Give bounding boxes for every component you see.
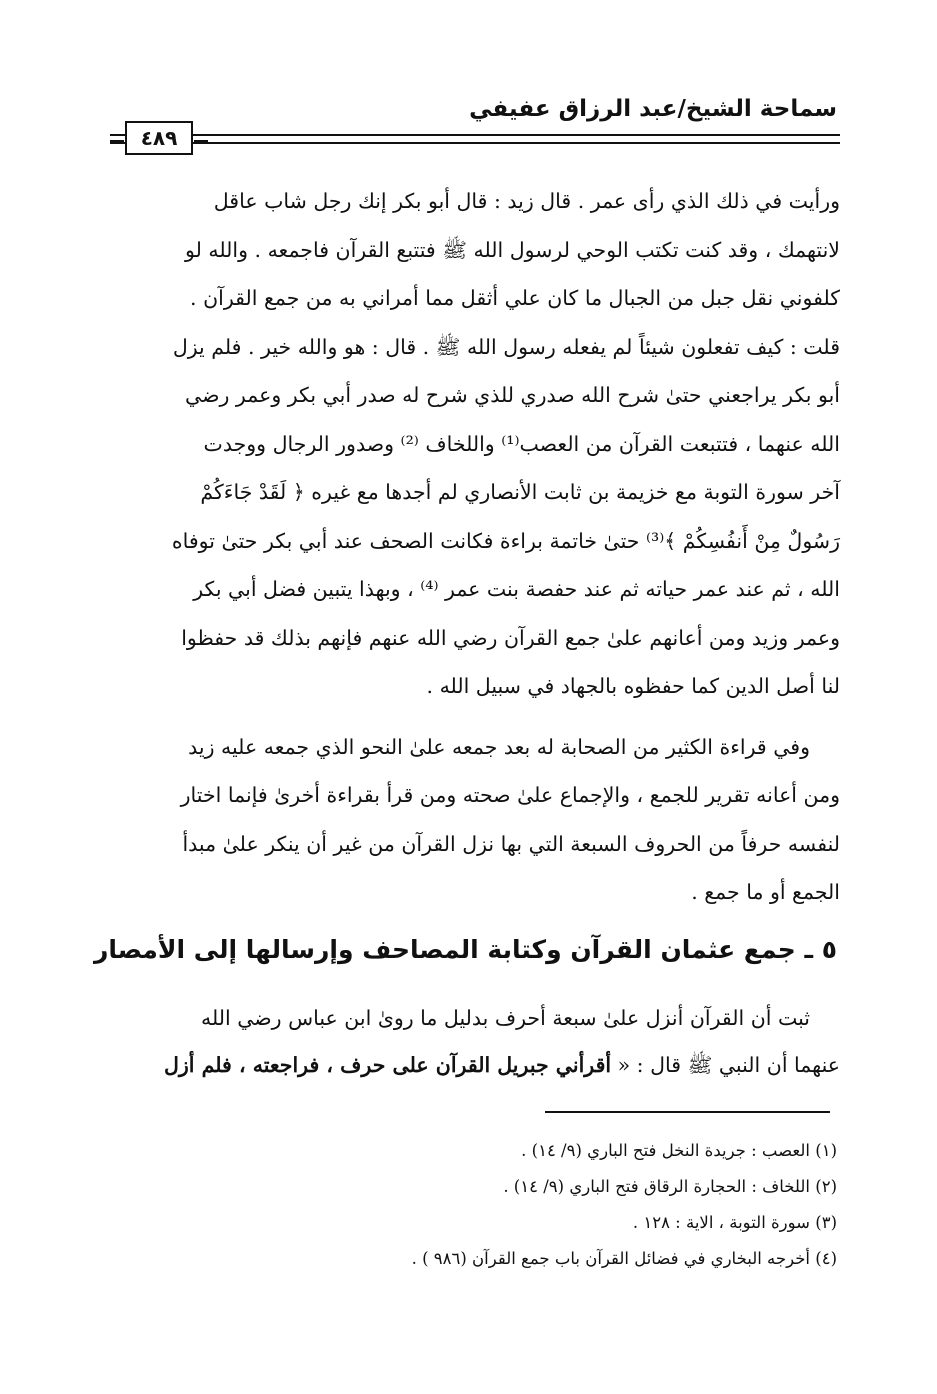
section-body [110, 995, 840, 1089]
footnotes [107, 1133, 837, 1277]
text-line: الله عنهما ، فتتبعت القرآن من العصب⁽¹⁾ واللخاف ⁽²⁾ وصدور الرجال ووجدت [203, 431, 840, 456]
text-line: ومن أعانه تقرير للجمع ، والإجماع علىٰ صحته ومن قرأ بقراءة أخرىٰ فإنما اختار [180, 783, 840, 807]
page-number: ٤٨٩ [125, 121, 193, 155]
paragraph-2 [110, 723, 840, 917]
text-line: قلت : كيف تفعلون شيئاً لم يفعله رسول الله ﷺ . قال : هو والله خير . فلم يزل [172, 334, 840, 359]
text-line: آخر سورة التوبة مع خزيمة بن ثابت الأنصاري لم أجدها مع غيره ﴿ لَقَدْ جَاءَكُمْ [200, 480, 840, 504]
footnote: (٢) اللخاف : الحجارة الرقاق فتح الباري (٩/ ١٤) . [503, 1177, 837, 1196]
footnote: (١) العصب : جريدة النخل فتح الباري (٩/ ١٤) . [521, 1141, 837, 1160]
text-line: الجمع أو ما جمع . [691, 880, 840, 904]
text-run: عنهما أن النبي ﷺ قال : « [611, 1053, 840, 1077]
running-title: سماحة الشيخ/عبد الرزاق عفيفي [469, 96, 837, 122]
text-line: رَسُولٌ مِنْ أَنفُسِكُمْ ﴾⁽³⁾ حتىٰ خاتمة براءة فكانت الصحف عند أبي بكر حتىٰ توفاه [171, 528, 840, 553]
paragraph-1 [110, 177, 840, 711]
text-line: وعمر وزيد ومن أعانهم علىٰ جمع القرآن رضي الله عنهم فإنهم بذلك قد حفظوا [181, 625, 840, 650]
text-line: كلفوني نقل جبل من الجبال ما كان علي أثقل مما أمراني به من جمع القرآن . [190, 286, 840, 310]
footnote-separator [545, 1111, 830, 1113]
text-line: الله ، ثم عند عمر حياته ثم عند حفصة بنت عمر ⁽⁴⁾ ، وبهذا يتبين فضل أبي بكر [193, 577, 840, 601]
footnote: (٣) سورة التوبة ، الاية : ١٢٨ . [632, 1213, 837, 1232]
text-line: أبو بكر يراجعني حتىٰ شرح الله صدري للذي شرح له صدر أبي بكر وعمر رضي [185, 383, 840, 407]
text-line: وفي قراءة الكثير من الصحابة له بعد جمعه علىٰ النحو الذي جمعه عليه زيد [188, 734, 810, 759]
section-heading: ٥ ـ جمع عثمان القرآن وكتابة المصاحف وإرسالها إلى الأمصار [94, 935, 837, 964]
text-line: لنا أصل الدين كما حفظوه بالجهاد في سبيل الله . [426, 674, 840, 698]
main-text [110, 177, 840, 917]
text-line: ثبت أن القرآن أنزل علىٰ سبعة أحرف بدليل ما روىٰ ابن عباس رضي الله [200, 1006, 810, 1030]
text-line [110, 1042, 840, 1089]
text-line: لانتهمك ، وقد كنت تكتب الوحي لرسول الله ﷺ فتتبع القرآن فاجمعه . والله لو [185, 237, 840, 262]
footnote: (٤) أخرجه البخاري في فضائل القرآن باب جمع القرآن (٩٨٦ ) . [411, 1249, 837, 1268]
text-line: لنفسه حرفاً من الحروف السبعة التي بها نزل القرآن من غير أن ينكر علىٰ مبدأ [182, 831, 840, 856]
text-line: ورأيت في ذلك الذي رأى عمر . قال زيد : قال أبو بكر إنك رجل شاب عاقل [213, 189, 840, 213]
hadith-quote: أقرأني جبريل القرآن على حرف ، فراجعته ، فلم أزل [163, 1053, 612, 1077]
header-rule [110, 134, 840, 144]
